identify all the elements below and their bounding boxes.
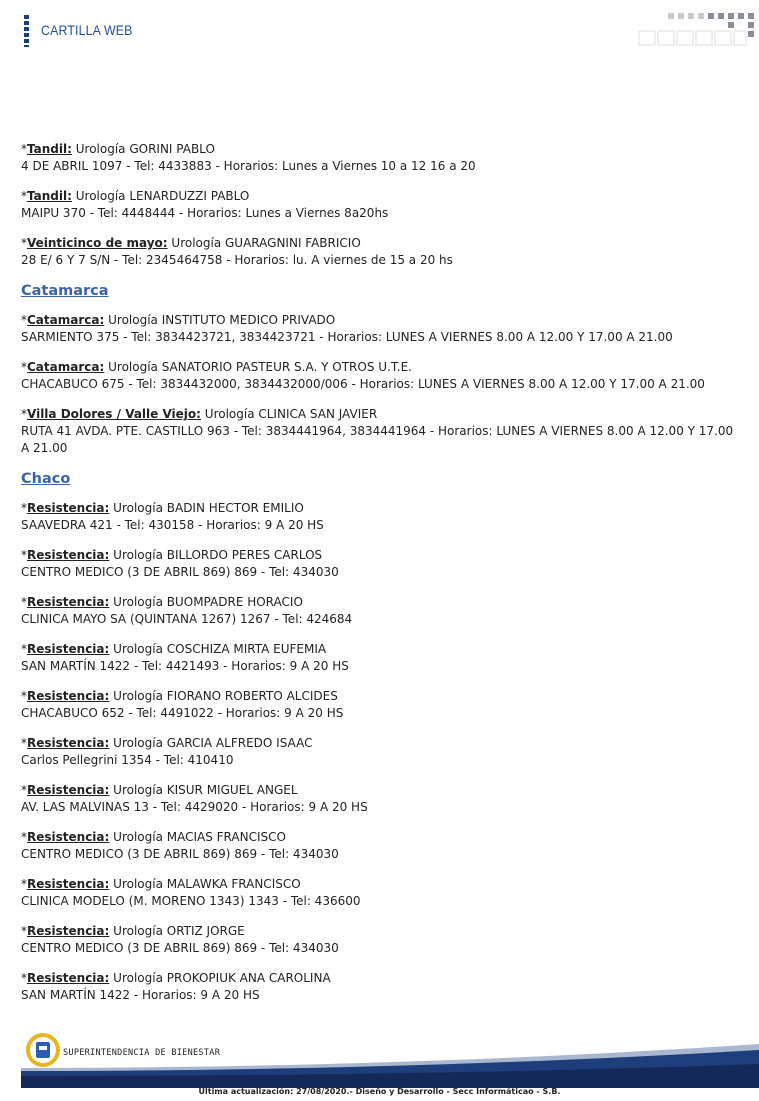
entry-details: CHACABUCO 652 - Tel: 4491022 - Horarios: 9 A 20 HS (21, 706, 344, 720)
provider-entry: *Resistencia: Urología MALAWKA FRANCISCO CLINICA MODELO (M. MORENO 1343) 1343 - Tel: 436600 (21, 877, 361, 908)
entry-specialty: Urología SANATORIO PASTEUR S.A. Y OTROS U.T.E. (108, 360, 412, 374)
entry-details: 4 DE ABRIL 1097 - Tel: 4433883 - Horarios: Lunes a Viernes 10 a 12 16 a 20 (21, 159, 476, 173)
provider-entry: *Tandil: Urología GORINI PABLO 4 DE ABRIL 1097 - Tel: 4433883 - Horarios: Lunes a Viernes 10 a 12 16 a 20 (21, 142, 476, 173)
entry-location: Resistencia: (27, 548, 110, 562)
entry-specialty: Urología BADIN HECTOR EMILIO (113, 501, 304, 515)
entry-details: CLINICA MODELO (M. MORENO 1343) 1343 - Tel: 436600 (21, 894, 361, 908)
entry-specialty: Urología GARCIA ALFREDO ISAAC (113, 736, 313, 750)
provider-entry: *Tandil: Urología LENARDUZZI PABLO MAIPU 370 - Tel: 4448444 - Horarios: Lunes a Viernes 8a20hs (21, 189, 389, 220)
provider-list (21, 141, 741, 1017)
provider-entry: *Resistencia: Urología KISUR MIGUEL ANGEL AV. LAS MALVINAS 13 - Tel: 4429020 - Horarios: 9 A 20 HS (21, 783, 368, 814)
entry-specialty: Urología GORINI PABLO (75, 142, 215, 156)
entry-details: SAN MARTÍN 1422 - Tel: 4421493 - Horarios: 9 A 20 HS (21, 659, 349, 673)
entry-location: Resistencia: (27, 736, 110, 750)
entry-specialty: Urología LENARDUZZI PABLO (75, 189, 250, 203)
provider-entry: *Resistencia: Urología BADIN HECTOR EMILIO SAAVEDRA 421 - Tel: 430158 - Horarios: 9 A 20 HS (21, 501, 324, 532)
provider-entry: *Resistencia: Urología FIORANO ROBERTO ALCIDES CHACABUCO 652 - Tel: 4491022 - Horarios: 9 A 20 HS (21, 689, 344, 720)
entry-location: Resistencia: (27, 501, 110, 515)
province-heading: Chaco (21, 471, 71, 487)
entry-location: Veinticinco de mayo: (27, 236, 168, 250)
page-title: CARTILLA WEB (41, 22, 133, 38)
entry-specialty: Urología BILLORDO PERES CARLOS (113, 548, 323, 562)
footer-org-name: SUPERINTENDENCIA DE BIENESTAR (63, 1048, 221, 1058)
entry-location: Resistencia: (27, 924, 110, 938)
header-accent-bar (24, 15, 29, 47)
footer-update-note: Ultima actualización: 27/08/2020.- Diseño y Desarrollo - Secc Informáticao - S.B. (198, 1087, 561, 1096)
provider-entry: *Villa Dolores / Valle Viejo: Urología CLINICA SAN JAVIER RUTA 41 AVDA. PTE. CASTILLO 963 - Tel: 3834441964, 3834441964 - Horarios: LUNES A VIERNES 8.00 A 12.00 Y 17.00 A 21.00 (21, 407, 734, 455)
entry-location: Resistencia: (27, 830, 110, 844)
entry-location: Catamarca: (27, 313, 105, 327)
entry-location: Resistencia: (27, 971, 110, 985)
entry-specialty: Urología COSCHIZA MIRTA EUFEMIA (113, 642, 327, 656)
provider-entry: *Resistencia: Urología MACIAS FRANCISCO CENTRO MEDICO (3 DE ABRIL 869) 869 - Tel: 434030 (21, 830, 339, 861)
entry-location: Resistencia: (27, 595, 110, 609)
entry-specialty: Urología CLINICA SAN JAVIER (204, 407, 378, 421)
entry-details: MAIPU 370 - Tel: 4448444 - Horarios: Lunes a Viernes 8a20hs (21, 206, 389, 220)
provider-entry: *Catamarca: Urología INSTITUTO MEDICO PRIVADO SARMIENTO 375 - Tel: 3834423721, 3834423721 - Horarios: LUNES A VIERNES 8.00 A 12.00 Y 17.00 A 21.00 (21, 313, 673, 344)
provider-entry: *Resistencia: Urología ORTIZ JORGE CENTRO MEDICO (3 DE ABRIL 869) 869 - Tel: 434030 (21, 924, 339, 955)
entry-details: CLINICA MAYO SA (QUINTANA 1267) 1267 - Tel: 424684 (21, 612, 353, 626)
province-heading: Catamarca (21, 283, 109, 299)
entry-location: Tandil: (27, 189, 72, 203)
provider-entry: *Resistencia: Urología COSCHIZA MIRTA EUFEMIA SAN MARTÍN 1422 - Tel: 4421493 - Horarios: 9 A 20 HS (21, 642, 349, 673)
footer-banner (21, 1030, 759, 1088)
entry-details: Carlos Pellegrini 1354 - Tel: 410410 (21, 753, 234, 767)
entry-details: 28 E/ 6 Y 7 S/N - Tel: 2345464758 - Horarios: lu. A viernes de 15 a 20 hs (21, 253, 453, 267)
entry-details: SAAVEDRA 421 - Tel: 430158 - Horarios: 9 A 20 HS (21, 518, 324, 532)
provider-entry: *Resistencia: Urología GARCIA ALFREDO ISAAC Carlos Pellegrini 1354 - Tel: 410410 (21, 736, 313, 767)
header-decoration-icon (638, 12, 758, 48)
entry-specialty: Urología PROKOPIUK ANA CAROLINA (113, 971, 331, 985)
entry-details: CENTRO MEDICO (3 DE ABRIL 869) 869 - Tel: 434030 (21, 847, 339, 861)
entry-details: SARMIENTO 375 - Tel: 3834423721, 3834423721 - Horarios: LUNES A VIERNES 8.00 A 12.00 Y 17.00 A 21.00 (21, 330, 673, 344)
entry-details: CHACABUCO 675 - Tel: 3834432000, 3834432000/006 - Horarios: LUNES A VIERNES 8.00 A 12.00 Y 17.00 A 21.00 (21, 377, 705, 391)
provider-entry: *Resistencia: Urología BUOMPADRE HORACIO CLINICA MAYO SA (QUINTANA 1267) 1267 - Tel: 424684 (21, 595, 353, 626)
entry-details: CENTRO MEDICO (3 DE ABRIL 869) 869 - Tel: 434030 (21, 941, 339, 955)
entry-location: Resistencia: (27, 689, 110, 703)
provider-entry: *Veinticinco de mayo: Urología GUARAGNINI FABRICIO 28 E/ 6 Y 7 S/N - Tel: 2345464758 - Horarios: lu. A viernes de 15 a 20 hs (21, 236, 453, 267)
entry-specialty: Urología KISUR MIGUEL ANGEL (113, 783, 298, 797)
entry-location: Villa Dolores / Valle Viejo: (27, 407, 201, 421)
entry-specialty: Urología BUOMPADRE HORACIO (113, 595, 303, 609)
entry-location: Resistencia: (27, 877, 110, 891)
provider-entry: *Resistencia: Urología PROKOPIUK ANA CAROLINA SAN MARTÍN 1422 - Horarios: 9 A 20 HS (21, 971, 331, 1002)
entry-details: SAN MARTÍN 1422 - Horarios: 9 A 20 HS (21, 988, 260, 1002)
entry-location: Tandil: (27, 142, 72, 156)
entry-specialty: Urología MACIAS FRANCISCO (113, 830, 286, 844)
entry-location: Catamarca: (27, 360, 105, 374)
entry-specialty: Urología FIORANO ROBERTO ALCIDES (113, 689, 338, 703)
entry-location: Resistencia: (27, 642, 110, 656)
footer-wave-decoration (21, 1038, 759, 1088)
entry-specialty: Urología GUARAGNINI FABRICIO (171, 236, 361, 250)
entry-specialty: Urología MALAWKA FRANCISCO (113, 877, 301, 891)
entry-details: RUTA 41 AVDA. PTE. CASTILLO 963 - Tel: 3834441964, 3834441964 - Horarios: LUNES A VIERNES 8.00 A 12.00 Y 17.00 A 21.00 (21, 424, 734, 455)
institution-seal-icon (25, 1032, 61, 1068)
provider-entry: *Resistencia: Urología BILLORDO PERES CARLOS CENTRO MEDICO (3 DE ABRIL 869) 869 - Tel: 434030 (21, 548, 339, 579)
entry-specialty: Urología INSTITUTO MEDICO PRIVADO (108, 313, 336, 327)
entry-details: AV. LAS MALVINAS 13 - Tel: 4429020 - Horarios: 9 A 20 HS (21, 800, 368, 814)
entry-details: CENTRO MEDICO (3 DE ABRIL 869) 869 - Tel: 434030 (21, 565, 339, 579)
provider-entry: *Catamarca: Urología SANATORIO PASTEUR S.A. Y OTROS U.T.E. CHACABUCO 675 - Tel: 3834432000, 3834432000/006 - Horarios: LUNES A VIERNES 8.00 A 12.00 Y 17.00 A 21.00 (21, 360, 705, 391)
entry-specialty: Urología ORTIZ JORGE (113, 924, 245, 938)
entry-location: Resistencia: (27, 783, 110, 797)
